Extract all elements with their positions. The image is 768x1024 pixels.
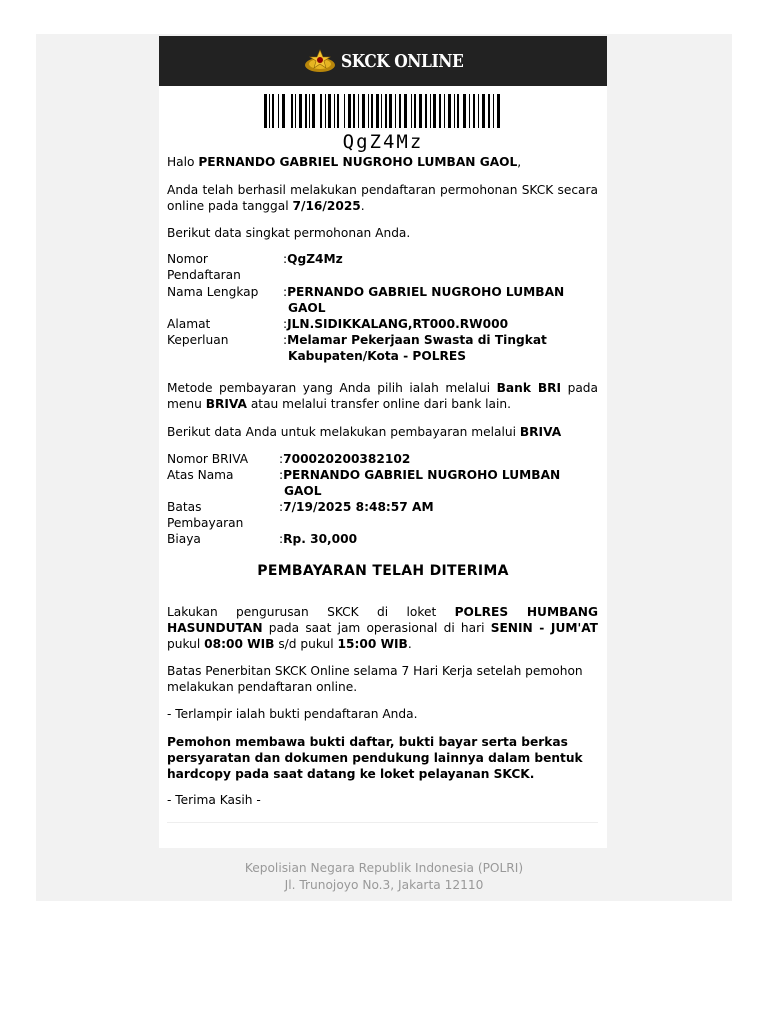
label-biaya: Biaya [167, 532, 201, 546]
intro-paragraph: Anda telah berhasil melakukan pendaftaran permohonan SKCK secara online pada tanggal 7/16/2025. [167, 183, 598, 213]
bank-name: Bank BRI [496, 381, 562, 395]
value-atas-nama: :PERNANDO GABRIEL NUGROHO LUMBAN GAOL [279, 468, 561, 498]
value-nomor-briva: :700020200382102 [279, 452, 411, 466]
value-nama-lengkap: :PERNANDO GABRIEL NUGROHO LUMBAN GAOL [283, 285, 565, 315]
deadline-note: Batas Penerbitan SKCK Online selama 7 Hari Kerja setelah pemohon melakukan pendaftaran online. [167, 664, 583, 694]
label-nomor-briva: Nomor BRIVA [167, 452, 249, 466]
payment-menu: BRIVA [205, 397, 247, 411]
instructions-paragraph: Lakukan pengurusan SKCK di loket POLRES HUMBANG HASUNDUTAN pada saat jam operasional di hari SENIN - JUM'AT pukul 08:00 WIB s/d pukul 15:00 WIB. [167, 605, 598, 651]
payment-method-paragraph: Metode pembayaran yang Anda pilih ialah melalui Bank BRI pada menu BRIVA atau melalui transfer online dari bank lain. [167, 381, 598, 411]
footer-organization: Kepolisian Negara Republik Indonesia (POLRI) [244, 861, 524, 875]
label-batas-pembayaran: Batas Pembayaran [167, 500, 244, 530]
value-alamat: :JLN.SIDIKKALANG,RT000.RW000 [283, 317, 509, 331]
attachment-note: - Terlampir ialah bukti pendaftaran Anda. [167, 707, 418, 721]
summary-intro: Berikut data singkat permohonan Anda. [167, 226, 411, 240]
footer-address: Jl. Trunojoyo No.3, Jakarta 12110 [284, 878, 484, 892]
thanks-line: - Terima Kasih - [167, 793, 261, 807]
payment-status-heading: PEMBAYARAN TELAH DITERIMA [257, 563, 509, 579]
value-biaya: :Rp. 30,000 [279, 532, 358, 546]
label-atas-nama: Atas Nama [167, 468, 234, 482]
header-bar [159, 36, 607, 86]
registration-date: 7/16/2025 [292, 199, 361, 213]
office-name: POLRES HUMBANG HASUNDUTAN [167, 605, 598, 635]
label-alamat: Alamat [167, 317, 211, 331]
closing-time: 15:00 WIB [337, 637, 408, 651]
barcode-image [264, 94, 502, 128]
polri-emblem-icon [303, 48, 337, 74]
barcode-text: QgZ4Mz [342, 131, 424, 153]
footer [36, 860, 732, 894]
label-nomor-pendaftaran: Nomor Pendaftaran [167, 252, 241, 282]
divider [167, 822, 598, 823]
operating-days: SENIN - JUM'AT [490, 621, 598, 635]
value-batas-pembayaran: :7/19/2025 8:48:57 AM [279, 500, 434, 514]
applicant-name: PERNANDO GABRIEL NUGROHO LUMBAN GAOL [198, 155, 518, 169]
brand-title: SKCK ONLINE [340, 50, 464, 72]
email-card [159, 36, 607, 848]
bring-documents-note: Pemohon membawa bukti daftar, bukti bayar serta berkas persyaratan dan dokumen pendukung lainnya dalam bentuk hardcopy pada saat datang ke loket pelayanan SKCK. [167, 735, 583, 781]
payment-intro: Berikut data Anda untuk melakukan pembayaran melalui BRIVA [167, 425, 562, 439]
brand-logo [303, 48, 463, 74]
opening-time: 08:00 WIB [204, 637, 275, 651]
label-keperluan: Keperluan [167, 333, 229, 347]
value-keperluan: :Melamar Pekerjaan Swasta di Tingkat Kabupaten/Kota - POLRES [283, 333, 547, 363]
greeting: Halo PERNANDO GABRIEL NUGROHO LUMBAN GAOL, [167, 155, 522, 169]
value-nomor-pendaftaran: :QgZ4Mz [283, 252, 343, 266]
label-nama-lengkap: Nama Lengkap [167, 285, 259, 299]
